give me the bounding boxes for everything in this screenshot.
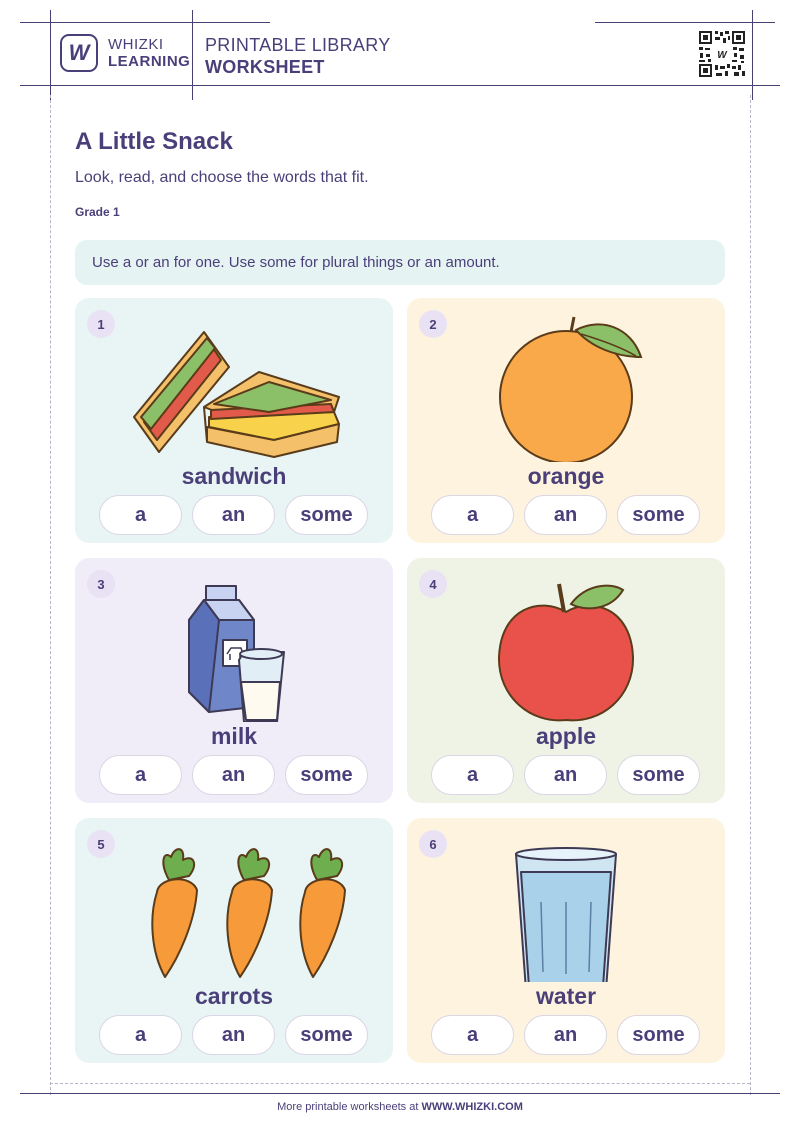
- water-glass-icon: [441, 832, 691, 982]
- item-card-water: [407, 818, 725, 1063]
- footer-link[interactable]: WWW.WHIZKI.COM: [421, 1101, 523, 1113]
- footer-line: [20, 1093, 780, 1094]
- option-an-button[interactable]: an: [192, 1015, 275, 1055]
- dashed-border-right: [750, 95, 751, 1095]
- item-number: 6: [419, 830, 447, 858]
- option-a-button[interactable]: a: [431, 495, 514, 535]
- carrots-icon: [109, 832, 359, 982]
- answer-options: [431, 1015, 700, 1055]
- item-card-orange: [407, 298, 725, 543]
- answer-options: [99, 495, 368, 535]
- item-card-carrots: [75, 818, 393, 1063]
- logo-letter: W: [68, 40, 90, 65]
- dashed-border-left: [50, 95, 51, 1095]
- header-title: [205, 34, 391, 78]
- answer-options: [99, 755, 368, 795]
- item-card-sandwich: [75, 298, 393, 543]
- item-number: 4: [419, 570, 447, 598]
- option-an-button[interactable]: an: [192, 495, 275, 535]
- apple-icon: [441, 572, 691, 722]
- milk-icon: [109, 572, 359, 722]
- sandwich-icon: [109, 312, 359, 462]
- header-divider: [20, 85, 780, 86]
- frame-line-top-right: [595, 22, 775, 23]
- item-word: sandwich: [181, 463, 287, 489]
- logo-mark: [60, 34, 98, 72]
- option-a-button[interactable]: a: [431, 1015, 514, 1055]
- dashed-border-bottom: [50, 1083, 750, 1084]
- frame-line-right: [752, 10, 753, 100]
- option-an-button[interactable]: an: [192, 755, 275, 795]
- frame-line-left: [50, 10, 51, 100]
- answer-options: [431, 495, 700, 535]
- item-word: apple: [535, 723, 597, 749]
- item-number: 1: [87, 310, 115, 338]
- item-word: water: [535, 983, 597, 1009]
- orange-icon: [441, 312, 691, 462]
- option-some-button[interactable]: some: [617, 755, 700, 795]
- option-an-button[interactable]: an: [524, 755, 607, 795]
- item-number: 2: [419, 310, 447, 338]
- item-word: orange: [527, 463, 605, 489]
- option-some-button[interactable]: some: [285, 495, 368, 535]
- instruction-text: Use a or an for one. Use some for plural things or an amount.: [92, 254, 500, 271]
- footer: [0, 1101, 800, 1113]
- worksheet-subtitle: Look, read, and choose the words that fit.: [75, 169, 369, 186]
- item-card-apple: [407, 558, 725, 803]
- option-some-button[interactable]: some: [617, 1015, 700, 1055]
- qr-center-letter: W: [717, 50, 727, 61]
- option-a-button[interactable]: a: [99, 1015, 182, 1055]
- option-some-button[interactable]: some: [285, 755, 368, 795]
- grade-label: Grade 1: [75, 205, 120, 219]
- answer-options: [431, 755, 700, 795]
- logo-line-2: LEARNING: [108, 53, 191, 70]
- instruction-box: [75, 240, 725, 285]
- option-a-button[interactable]: a: [99, 755, 182, 795]
- footer-text: More printable worksheets at: [277, 1101, 422, 1113]
- qr-code-icon: [698, 30, 746, 78]
- option-an-button[interactable]: an: [524, 1015, 607, 1055]
- item-number: 3: [87, 570, 115, 598]
- worksheet-title: A Little Snack: [75, 128, 233, 155]
- item-number: 5: [87, 830, 115, 858]
- option-an-button[interactable]: an: [524, 495, 607, 535]
- item-card-milk: [75, 558, 393, 803]
- logo-line-1: WHIZKI: [108, 36, 164, 53]
- answer-options: [99, 1015, 368, 1055]
- logo-wordmark: [108, 36, 190, 70]
- frame-line-top-left: [20, 22, 270, 23]
- option-some-button[interactable]: some: [285, 1015, 368, 1055]
- frame-line-header-split: [192, 10, 193, 100]
- header-title-line-2: WORKSHEET: [205, 57, 325, 77]
- item-word: milk: [210, 723, 258, 749]
- option-some-button[interactable]: some: [617, 495, 700, 535]
- header-title-line-1: PRINTABLE LIBRARY: [205, 35, 391, 55]
- option-a-button[interactable]: a: [99, 495, 182, 535]
- item-word: carrots: [195, 983, 273, 1009]
- option-a-button[interactable]: a: [431, 755, 514, 795]
